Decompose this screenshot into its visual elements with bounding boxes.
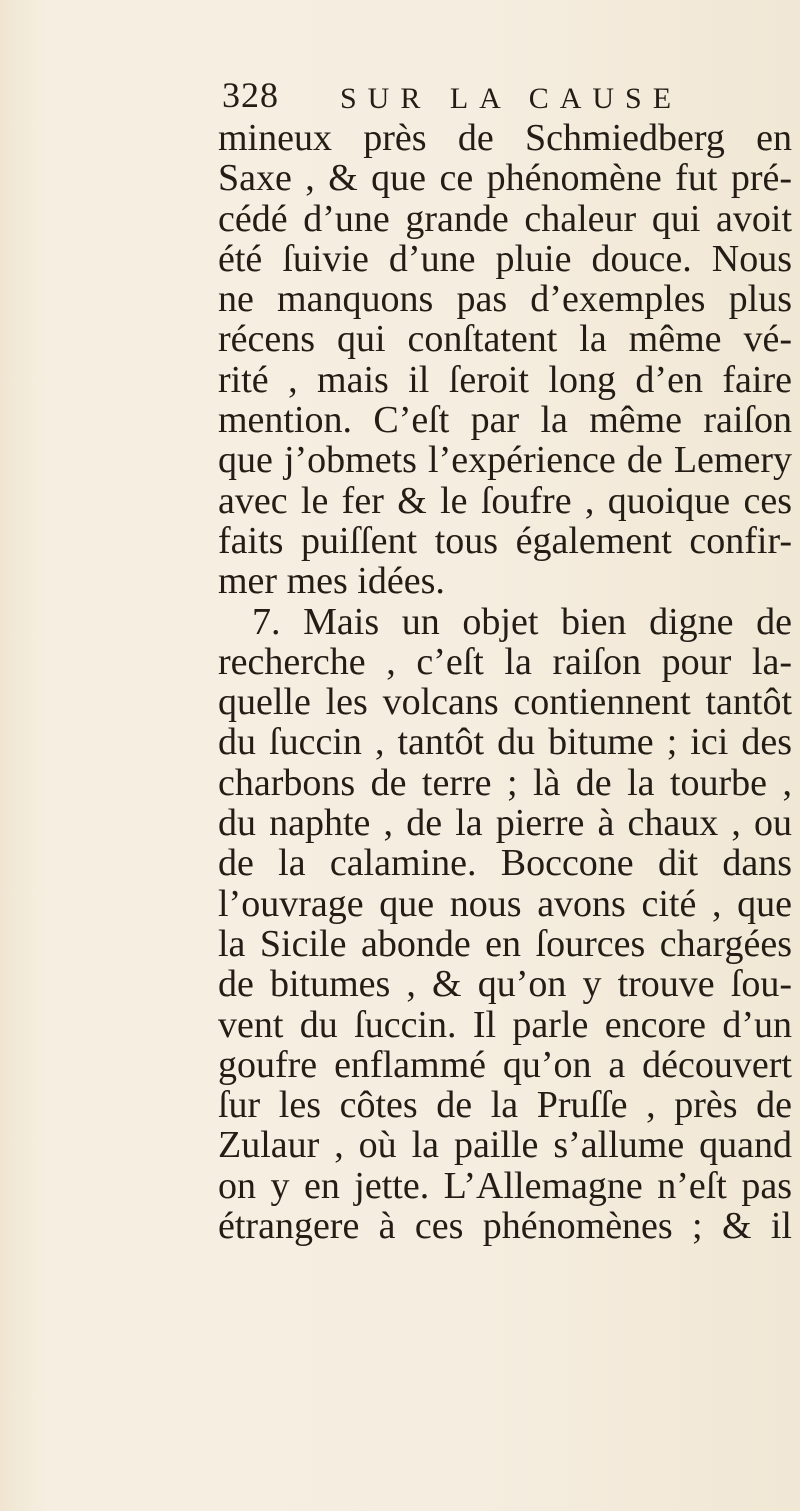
text-line: recherche , c’eſt la raiſon pour la-	[218, 641, 792, 683]
paragraph-end-line: mer mes idées.	[218, 561, 445, 602]
text-line: été ſuivie d’une pluie douce. Nous	[218, 238, 792, 280]
text-line: rité , mais il ſeroit long d’en faire	[218, 359, 792, 401]
text-line: faits puiſſent tous également confir-	[218, 520, 792, 562]
text-line: vent du ſuccin. Il parle encore d’un	[218, 1004, 792, 1045]
page-number: 328	[222, 75, 279, 115]
body-text	[218, 118, 792, 1246]
text-line: Zulaur , où la paille s’allume quand	[218, 1125, 792, 1166]
page-header	[222, 70, 762, 122]
text-line: de bitumes , & qu’on y trouve ſou-	[218, 964, 792, 1005]
text-line: mineux près de Schmiedberg en	[218, 118, 792, 159]
text-line: l’ouvrage que nous avons cité , que	[218, 883, 792, 924]
text-line: ne manquons pas d’exemples plus	[218, 279, 792, 320]
text-line: avec le fer & le ſoufre , quoique ces	[218, 480, 792, 521]
paragraph-start-line: 7. Mais un objet bien digne de	[252, 601, 792, 642]
text-line: récens qui conſtatent la même vé-	[218, 319, 792, 360]
text-line: de la calamine. Boccone dit dans	[218, 843, 792, 884]
text-line: mention. C’eſt par la même raiſon	[218, 400, 792, 441]
running-head: SUR LA CAUSE	[340, 82, 683, 115]
text-line: que j’obmets l’expérience de Lemery	[218, 440, 792, 481]
text-line: charbons de terre ; là de la tourbe ,	[218, 762, 792, 804]
text-line: du naphte , de la pierre à chaux , ou	[218, 803, 792, 844]
text-line: quelle les volcans contiennent tantôt	[218, 682, 792, 723]
text-line: ſur les côtes de la Pruſſe , près de	[218, 1085, 792, 1126]
text-line: cédé d’une grande chaleur qui avoit	[218, 198, 792, 239]
text-line: étrangere à ces phénomènes ; & il	[218, 1206, 792, 1247]
text-line: goufre enflammé qu’on a découvert	[218, 1044, 792, 1086]
text-line: on y en jette. L’Allemagne n’eſt pas	[218, 1165, 792, 1207]
text-line: du ſuccin , tantôt du bitume ; ici des	[218, 722, 792, 763]
text-line: la Sicile abonde en ſources chargées	[218, 923, 792, 965]
text-line: Saxe , & que ce phénomène fut pré-	[218, 158, 792, 199]
